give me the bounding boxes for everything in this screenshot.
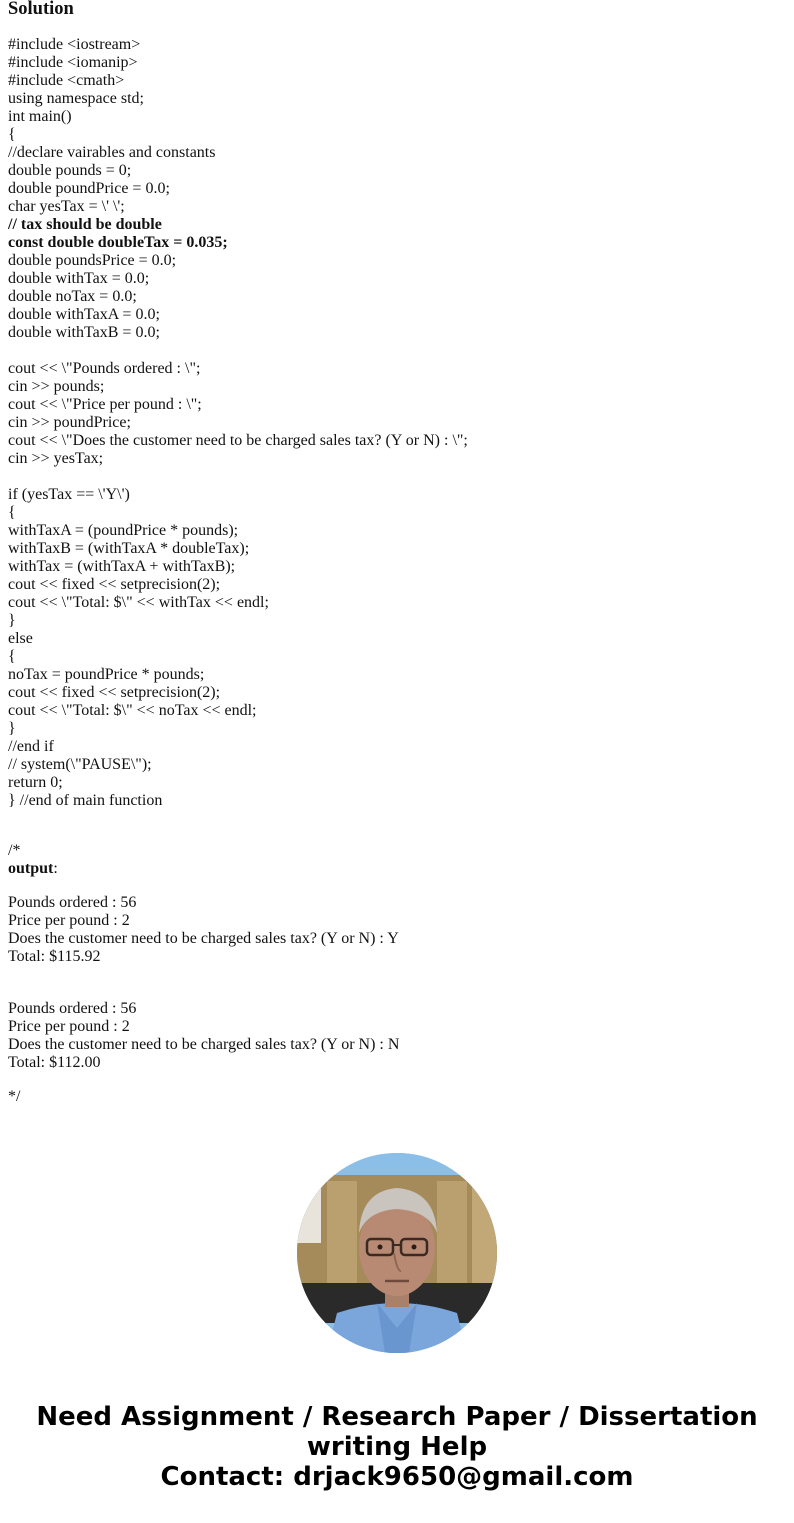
program-output bbox=[8, 842, 788, 1106]
output-line-total: Total: $112.00 bbox=[8, 1054, 101, 1071]
code-line: double noTax = 0.0; bbox=[8, 288, 137, 305]
promo-line-2: writing Help bbox=[306, 1432, 488, 1462]
code-line-highlighted: const double doubleTax = 0.035; bbox=[8, 234, 228, 251]
output-line-tax: Does the customer need to be charged sales tax? (Y or N) : Y bbox=[8, 930, 399, 947]
code-line: cout << \"Pounds ordered : \"; bbox=[8, 360, 201, 377]
code-line: } bbox=[8, 612, 16, 629]
code-line: withTaxA = (poundPrice * pounds); bbox=[8, 522, 239, 539]
code-listing bbox=[8, 36, 788, 810]
code-line: #include <cmath> bbox=[8, 72, 125, 89]
code-line: else bbox=[8, 630, 33, 647]
code-line: cin >> yesTax; bbox=[8, 450, 104, 467]
promo-banner bbox=[0, 1402, 794, 1492]
code-line: } bbox=[8, 720, 16, 737]
code-line: { bbox=[8, 504, 16, 521]
code-line: using namespace std; bbox=[8, 90, 144, 107]
comment-close: */ bbox=[8, 1088, 21, 1105]
code-line: #include <iostream> bbox=[8, 36, 141, 53]
code-line: double poundPrice = 0.0; bbox=[8, 180, 170, 197]
comment-open: /* bbox=[8, 842, 21, 859]
code-line: return 0; bbox=[8, 774, 63, 791]
code-line: withTax = (withTaxA + withTaxB); bbox=[8, 558, 236, 575]
code-line: { bbox=[8, 126, 16, 143]
promo-line-1: Need Assignment / Research Paper / Dissertation bbox=[36, 1402, 758, 1432]
output-line-pounds: Pounds ordered : 56 bbox=[8, 894, 137, 911]
output-line-tax: Does the customer need to be charged sales tax? (Y or N) : N bbox=[8, 1036, 400, 1053]
code-line: double poundsPrice = 0.0; bbox=[8, 252, 177, 269]
code-line: cout << \"Total: $\" << withTax << endl; bbox=[8, 594, 269, 611]
code-line: //end if bbox=[8, 738, 54, 755]
code-line: cout << \"Does the customer need to be charged sales tax? (Y or N) : \"; bbox=[8, 432, 468, 449]
output-line-pounds: Pounds ordered : 56 bbox=[8, 1000, 137, 1017]
page-title: Solution bbox=[8, 0, 74, 19]
code-line: double withTaxA = 0.0; bbox=[8, 306, 160, 323]
code-line: double withTax = 0.0; bbox=[8, 270, 150, 287]
code-line: if (yesTax == \'Y\') bbox=[8, 486, 130, 503]
code-line: } //end of main function bbox=[8, 792, 163, 809]
code-line: // system(\"PAUSE\"); bbox=[8, 756, 152, 773]
code-line: { bbox=[8, 648, 16, 665]
code-line-highlighted: // tax should be double bbox=[8, 216, 162, 233]
code-line: int main() bbox=[8, 108, 72, 125]
code-line: cout << fixed << setprecision(2); bbox=[8, 576, 221, 593]
code-line: cout << \"Total: $\" << noTax << endl; bbox=[8, 702, 257, 719]
code-line: //declare vairables and constants bbox=[8, 144, 216, 161]
output-label-colon: : bbox=[53, 860, 58, 877]
code-line: double withTaxB = 0.0; bbox=[8, 324, 160, 341]
output-line-price: Price per pound : 2 bbox=[8, 1018, 130, 1035]
output-label bbox=[8, 860, 788, 878]
output-label-text: output bbox=[8, 860, 54, 877]
promo-contact: Contact: drjack9650@gmail.com bbox=[160, 1462, 634, 1492]
code-line: withTaxB = (withTaxA * doubleTax); bbox=[8, 540, 250, 557]
person-portrait-icon bbox=[297, 1153, 497, 1353]
output-run-1 bbox=[8, 894, 788, 966]
code-line: cin >> poundPrice; bbox=[8, 414, 131, 431]
code-line: noTax = poundPrice * pounds; bbox=[8, 666, 205, 683]
author-avatar bbox=[297, 1153, 497, 1353]
code-line: cout << fixed << setprecision(2); bbox=[8, 684, 221, 701]
code-line-blank bbox=[8, 468, 788, 486]
code-line-blank bbox=[8, 342, 788, 360]
code-line: char yesTax = \' \'; bbox=[8, 198, 125, 215]
code-line: double pounds = 0; bbox=[8, 162, 132, 179]
code-line: cin >> pounds; bbox=[8, 378, 105, 395]
output-line-price: Price per pound : 2 bbox=[8, 912, 130, 929]
output-line-total: Total: $115.92 bbox=[8, 948, 101, 965]
output-run-2 bbox=[8, 1000, 788, 1072]
code-line: cout << \"Price per pound : \"; bbox=[8, 396, 202, 413]
code-line: #include <iomanip> bbox=[8, 54, 138, 71]
